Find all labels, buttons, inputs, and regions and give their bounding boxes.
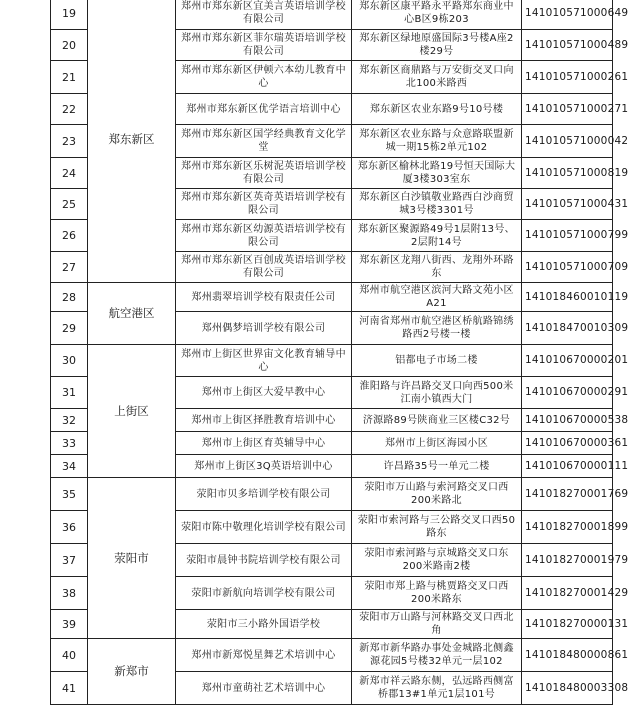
school-name: 郑州偶梦培训学校有限公司 bbox=[176, 312, 352, 345]
school-address: 济源路89号陕商业三区楼C32号 bbox=[352, 409, 522, 432]
row-number: 30 bbox=[51, 345, 88, 377]
school-name: 郑州市新郑悦星舞艺术培训中心 bbox=[176, 639, 352, 672]
district-cell: 上街区 bbox=[88, 345, 176, 478]
school-address: 新郑市新华路办事处金城路北侧鑫源花园5号楼32单元一层102 bbox=[352, 639, 522, 672]
school-name: 郑州市上街区择胜教育培训中心 bbox=[176, 409, 352, 432]
table-row bbox=[51, 478, 613, 511]
school-name: 郑州翡翠培训学校有限责任公司 bbox=[176, 283, 352, 312]
school-address: 铝都电子市场二楼 bbox=[352, 345, 522, 377]
row-number: 36 bbox=[51, 511, 88, 544]
row-number: 20 bbox=[51, 30, 88, 61]
school-address: 郑东新区榆林北路19号恒天国际大厦3楼303室东 bbox=[352, 158, 522, 189]
license-number: 141018270001769 bbox=[522, 478, 613, 511]
school-name: 荥阳市晨钟书院培训学校有限公司 bbox=[176, 544, 352, 577]
license-number: 141018270001979 bbox=[522, 544, 613, 577]
school-address: 荥阳市万山路与索河路交叉口西200米路北 bbox=[352, 478, 522, 511]
district-cell: 荥阳市 bbox=[88, 478, 176, 639]
row-number: 38 bbox=[51, 577, 88, 610]
school-address: 河南省郑州市航空港区桥航路锦绣路西2号楼一楼 bbox=[352, 312, 522, 345]
row-number: 29 bbox=[51, 312, 88, 345]
license-number: 141018270000131 bbox=[522, 610, 613, 639]
license-number: 141010571000649 bbox=[522, 0, 613, 30]
row-number: 39 bbox=[51, 610, 88, 639]
license-number: 141018270001429 bbox=[522, 577, 613, 610]
table-row bbox=[51, 639, 613, 672]
table-row bbox=[51, 0, 613, 30]
license-number: 141018470010309 bbox=[522, 312, 613, 345]
row-number: 21 bbox=[51, 61, 88, 94]
license-number: 141010571000709 bbox=[522, 252, 613, 283]
school-address: 郑东新区农业东路9号10号楼 bbox=[352, 94, 522, 125]
row-number: 32 bbox=[51, 409, 88, 432]
row-number: 28 bbox=[51, 283, 88, 312]
school-address: 新郑市祥云路东侧，弘远路西侧富桥郡13#1单元1层101号 bbox=[352, 672, 522, 705]
row-number: 22 bbox=[51, 94, 88, 125]
row-number: 27 bbox=[51, 252, 88, 283]
school-name: 郑州市郑东新区宜美言英语培训学校有限公司 bbox=[176, 0, 352, 30]
school-name: 荥阳市三小路外国语学校 bbox=[176, 610, 352, 639]
row-number: 37 bbox=[51, 544, 88, 577]
license-number: 141018480003308 bbox=[522, 672, 613, 705]
license-number: 141010571000799 bbox=[522, 220, 613, 252]
license-number: 141018270001899 bbox=[522, 511, 613, 544]
license-number: 141010670000361 bbox=[522, 432, 613, 455]
license-number: 141010571000042 bbox=[522, 125, 613, 158]
district-cell: 新郑市 bbox=[88, 639, 176, 705]
school-name: 荥阳市贝多培训学校有限公司 bbox=[176, 478, 352, 511]
row-number: 26 bbox=[51, 220, 88, 252]
school-address: 荥阳市郑上路与桃贾路交叉口西200米路东 bbox=[352, 577, 522, 610]
license-number: 141010571000819 bbox=[522, 158, 613, 189]
school-address: 郑东新区白沙镇敬业路西白沙商贸城3号楼3301号 bbox=[352, 189, 522, 220]
row-number: 33 bbox=[51, 432, 88, 455]
row-number: 25 bbox=[51, 189, 88, 220]
license-number: 141010571000431 bbox=[522, 189, 613, 220]
license-number: 141018460010119 bbox=[522, 283, 613, 312]
school-name: 郑州市郑东新区百创成英语培训学校有限公司 bbox=[176, 252, 352, 283]
school-address: 淮阳路与许昌路交叉口向西500米江南小镇西大门 bbox=[352, 377, 522, 409]
school-name: 郑州市上街区大爱早教中心 bbox=[176, 377, 352, 409]
row-number: 31 bbox=[51, 377, 88, 409]
school-address: 郑东新区绿地原盛国际3号楼A座2楼29号 bbox=[352, 30, 522, 61]
license-number: 141010571000261 bbox=[522, 61, 613, 94]
school-address: 荥阳市万山路与河林路交叉口西北角 bbox=[352, 610, 522, 639]
license-number: 141010670000291 bbox=[522, 377, 613, 409]
school-address: 郑东新区康平路永平路郑东商业中心B区9栋203 bbox=[352, 0, 522, 30]
license-number: 141010571000489 bbox=[522, 30, 613, 61]
license-number: 141010670000111 bbox=[522, 455, 613, 478]
row-number: 41 bbox=[51, 672, 88, 705]
row-number: 23 bbox=[51, 125, 88, 158]
table-row bbox=[51, 283, 613, 312]
school-address: 荥阳市索河路与三公路交叉口西50路东 bbox=[352, 511, 522, 544]
school-name: 郑州市郑东新区英奇英语培训学校有限公司 bbox=[176, 189, 352, 220]
school-name: 郑州市郑东新区乐树泥英语培训学校有限公司 bbox=[176, 158, 352, 189]
row-number: 24 bbox=[51, 158, 88, 189]
district-cell: 航空港区 bbox=[88, 283, 176, 345]
school-address: 许昌路35号一单元二楼 bbox=[352, 455, 522, 478]
school-name: 郑州市童萌社艺术培训中心 bbox=[176, 672, 352, 705]
school-address: 郑东新区聚源路49号1层附13号、2层附14号 bbox=[352, 220, 522, 252]
school-name: 郑州市郑东新区伊顿六本幼儿教育中心 bbox=[176, 61, 352, 94]
table-row bbox=[51, 345, 613, 377]
school-name: 荥阳市新航向培训学校有限公司 bbox=[176, 577, 352, 610]
row-number: 35 bbox=[51, 478, 88, 511]
school-address: 郑东新区商鼎路与万安街交叉口向北100米路西 bbox=[352, 61, 522, 94]
licensed-schools-table bbox=[50, 0, 629, 705]
row-number: 34 bbox=[51, 455, 88, 478]
school-name: 郑州市郑东新区优学语言培训中心 bbox=[176, 94, 352, 125]
license-number: 141010670000538 bbox=[522, 409, 613, 432]
district-cell: 郑东新区 bbox=[88, 0, 176, 283]
school-name: 郑州市上街区世界宙文化教育辅导中心 bbox=[176, 345, 352, 377]
row-number: 40 bbox=[51, 639, 88, 672]
school-name: 郑州市上街区育英辅导中心 bbox=[176, 432, 352, 455]
school-name: 郑州市郑东新区国学经典教育文化学堂 bbox=[176, 125, 352, 158]
school-name: 郑州市上街区3Q英语培训中心 bbox=[176, 455, 352, 478]
school-name: 郑州市郑东新区菲尔瑞英语培训学校有限公司 bbox=[176, 30, 352, 61]
license-number: 141010571000271 bbox=[522, 94, 613, 125]
license-number: 141010670000201 bbox=[522, 345, 613, 377]
school-address: 荥阳市索河路与京城路交叉口东200米路南2楼 bbox=[352, 544, 522, 577]
school-address: 郑州市上街区海园小区 bbox=[352, 432, 522, 455]
license-number: 141018480000861 bbox=[522, 639, 613, 672]
school-address: 郑东新区龙翔八街西、龙翔外环路东 bbox=[352, 252, 522, 283]
row-number: 19 bbox=[51, 0, 88, 30]
school-address: 郑州市航空港区滨河大路文苑小区A21 bbox=[352, 283, 522, 312]
school-name: 荥阳市陈中敬理化培训学校有限公司 bbox=[176, 511, 352, 544]
school-name: 郑州市郑东新区幼源英语培训学校有限公司 bbox=[176, 220, 352, 252]
school-address: 郑东新区农业东路与众意路联盟新城一期15栋2单元102 bbox=[352, 125, 522, 158]
